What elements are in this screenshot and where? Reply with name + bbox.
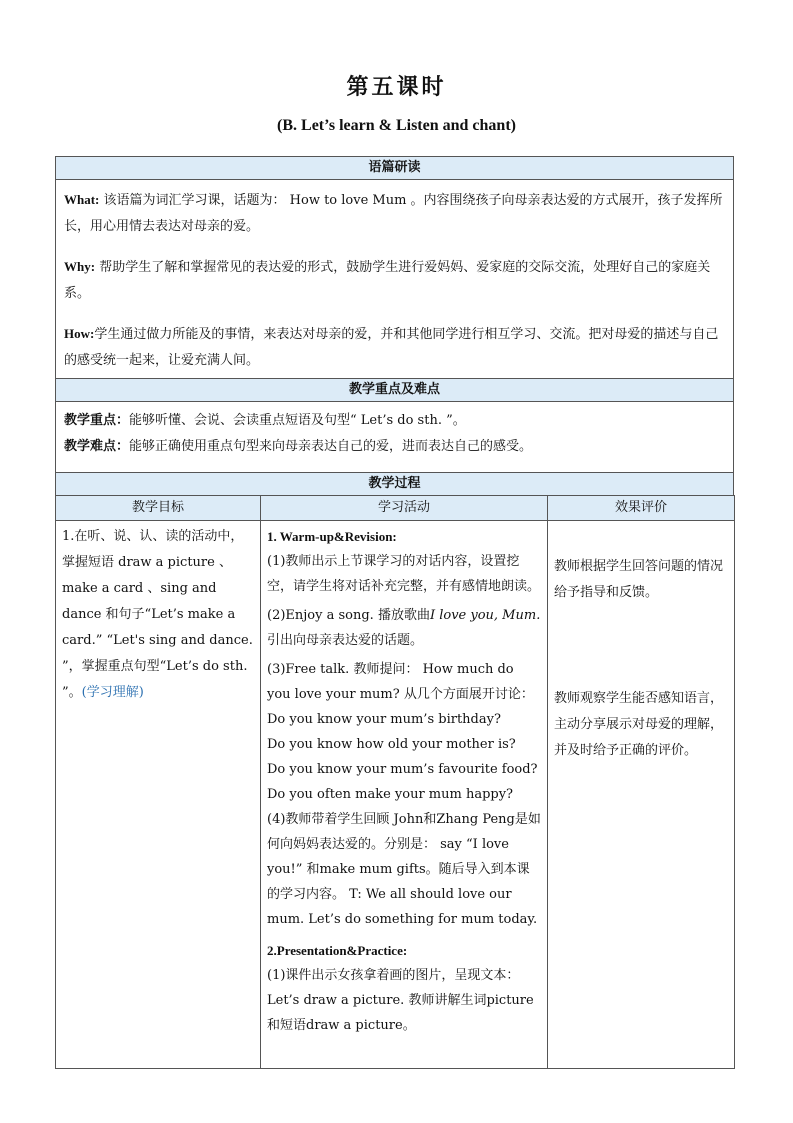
- question-4: Do you often make your mum happy?: [267, 787, 514, 802]
- presentation-heading: 2.Presentation&Practice:: [267, 943, 408, 958]
- activity-step-2-pre: (2)Enjoy a song. 播放歌曲: [267, 608, 430, 623]
- warmup-heading: 1. Warm-up&Revision:: [267, 529, 397, 544]
- text-study-box: [55, 179, 734, 378]
- question-2: Do you know how old your mother is?: [267, 737, 516, 752]
- difficulty-text: 能够正确使用重点句型来向母亲表达自己的爱，进而表达自己的感受。: [129, 439, 533, 454]
- page-subtitle: (B. Let’s learn & Listen and chant): [277, 117, 516, 134]
- key-points-box: [55, 401, 734, 472]
- key-point-text: 能够听懂、会说、会读重点短语及句型“ Let’s do sth. ”。: [129, 413, 466, 428]
- difficulty-label: 教学难点：: [64, 439, 130, 454]
- activity-step-3: (3)Free talk. 教师提问： How much do you love your mum? 从几个方面展开讨论：: [267, 662, 534, 702]
- what-label: What:: [64, 192, 100, 207]
- section-header-key-points: 教学重点及难点: [55, 378, 734, 401]
- key-point-line: [56, 408, 733, 434]
- column-header-goals: 教学目标: [56, 496, 261, 521]
- process-table: [55, 495, 735, 1069]
- evaluation-text-1: 教师根据学生回答问题的情况给予指导和反馈。: [554, 559, 724, 600]
- page-title: 第五课时: [346, 74, 447, 100]
- goal-text-block: [57, 522, 259, 708]
- why-paragraph: [56, 254, 733, 307]
- activity-step-2-post: 引出向母亲表达爱的话题。: [267, 633, 424, 648]
- difficulty-line: [56, 434, 733, 460]
- column-header-activities: 学习活动: [261, 496, 548, 521]
- section-header-text-study: 语篇研读: [55, 156, 734, 179]
- column-header-evaluation: 效果评价: [548, 496, 735, 521]
- why-label: Why:: [64, 259, 96, 274]
- evaluation-cell: [548, 521, 735, 1069]
- how-paragraph: [56, 321, 733, 374]
- how-label: How:: [64, 326, 95, 341]
- activity-block: [262, 522, 546, 1040]
- evaluation-text-2: 教师观察学生能否感知语言，主动分享展示对母爱的理解，并及时给予正确的评价。: [554, 691, 724, 758]
- goal-tag: (学习理解): [81, 685, 144, 700]
- section-header-process: 教学过程: [55, 472, 734, 495]
- activity-step-5: (1)课件出示女孩拿着画的图片，呈现文本：Let’s draw a picture. 教师讲解生词picture 和短语draw a picture。: [267, 968, 534, 1033]
- what-paragraph: [56, 187, 733, 240]
- goal-cell: [56, 521, 261, 1069]
- process-row: [56, 521, 735, 1069]
- key-point-label: 教学重点：: [64, 413, 130, 428]
- what-text: 该语篇为词汇学习课，话题为： How to love Mum 。内容围绕孩子向母亲表达爱的方式展开，孩子发挥所长，用心用情去表达对母亲的爱。: [64, 193, 723, 234]
- how-text: 学生通过做力所能及的事情，来表达对母亲的爱，并和其他同学进行相互学习、交流。把对母爱的描述与自己的感受统一起来，让爱充满人间。: [64, 327, 719, 368]
- process-header-row: [56, 496, 735, 521]
- activity-step-1: (1)教师出示上节课学习的对话内容，设置挖空，请学生将对话补充完整，并有感情地朗读。: [267, 554, 541, 594]
- activity-step-2: [267, 603, 541, 653]
- lesson-table: [55, 156, 734, 1069]
- activity-step-4: (4)教师带着学生回顾 John和Zhang Peng是如何向妈妈表达爱的。分别是： say “I love you!” 和make mum gifts。随后导入到本课的学习内容。 T: We all should love our mum. Let’s do something for mum today.: [267, 812, 541, 927]
- question-1: Do you know your mum’s birthday?: [267, 712, 501, 727]
- goal-text: 1.在听、说、认、读的活动中，掌握短语 draw a picture 、make a card 、sing and dance 和句子“Let’s make a card.” “Let's sing and dance. ”，掌握重点句型“Let’s do sth. ”。: [62, 529, 253, 700]
- song-title: I love you, Mum.: [429, 608, 541, 623]
- activity-cell: [261, 521, 548, 1069]
- question-3: Do you know your mum’s favourite food?: [267, 762, 538, 777]
- why-text: 帮助学生了解和掌握常见的表达爱的形式，鼓励学生进行爱妈妈、爱家庭的交际交流，处理好自己的家庭关系。: [64, 260, 711, 301]
